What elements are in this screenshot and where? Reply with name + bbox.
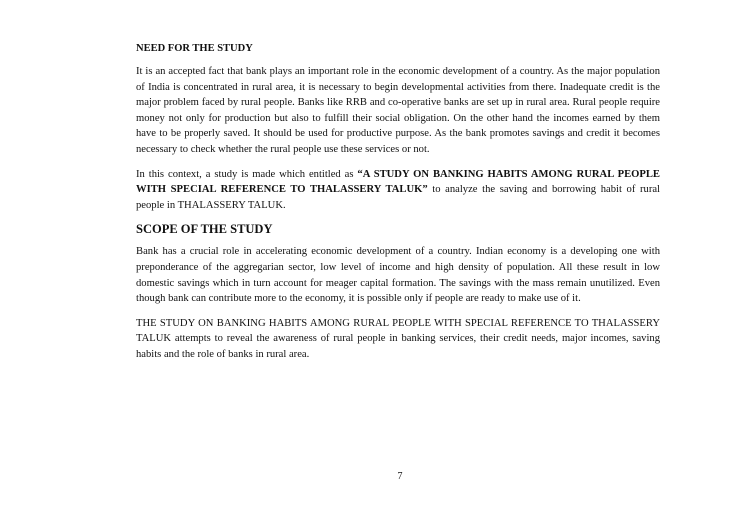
page-content [136, 42, 660, 372]
need-paragraph-1: It is an accepted fact that bank plays an important role in the economic development of a country. As the major population of India is concentrated in rural area, it is necessary to begin developmental activities from there. Inadequate credit is the major problem faced by rural people. Banks like RRB and co-operative banks are set up in rural area. Rural people require money not only for production but also to fulfill their social obligation. On the other hand the incomes earned by them have to be properly saved. It should be used for productive purpose. As the bank promotes savings and credit it becomes necessary to check whether the rural people use these services or not. [136, 66, 660, 155]
need-paragraph-2-intro: In this context, a study is made which entitled as [136, 168, 358, 180]
page-number: 7 [397, 471, 403, 482]
need-heading: NEED FOR THE STUDY [136, 43, 253, 54]
study-title: “A STUDY ON BANKING HABITS AMONG RURAL PEOPLE WITH SPECIAL REFERENCE TO THALASSERY TALUK” [136, 168, 660, 196]
scope-paragraph-2: THE STUDY ON BANKING HABITS AMONG RURAL PEOPLE WITH SPECIAL REFERENCE TO THALASSERY TALUK attempts to reveal the awareness of rural people in banking services, their credit needs, major incomes, saving habits and the role of banks in rural area. [136, 317, 660, 360]
scope-paragraph-1: Bank has a crucial role in accelerating economic development of a country. Indian economy is a developing one with preponderance of the aggregarian sector, low level of income and high density of population. All these result in low domestic savings which in turn account for meager capital formation. The savings with the mass remain unutilized. Even though bank can contribute more to the economy, it is possible only if people are ready to make use of it. [136, 246, 660, 305]
need-paragraph-2 [136, 167, 660, 214]
need-paragraph-2-rest: to analyze the saving and borrowing habit of rural people in THALASSERY TALUK. [136, 184, 660, 211]
scope-heading: SCOPE OF THE STUDY [136, 222, 273, 237]
